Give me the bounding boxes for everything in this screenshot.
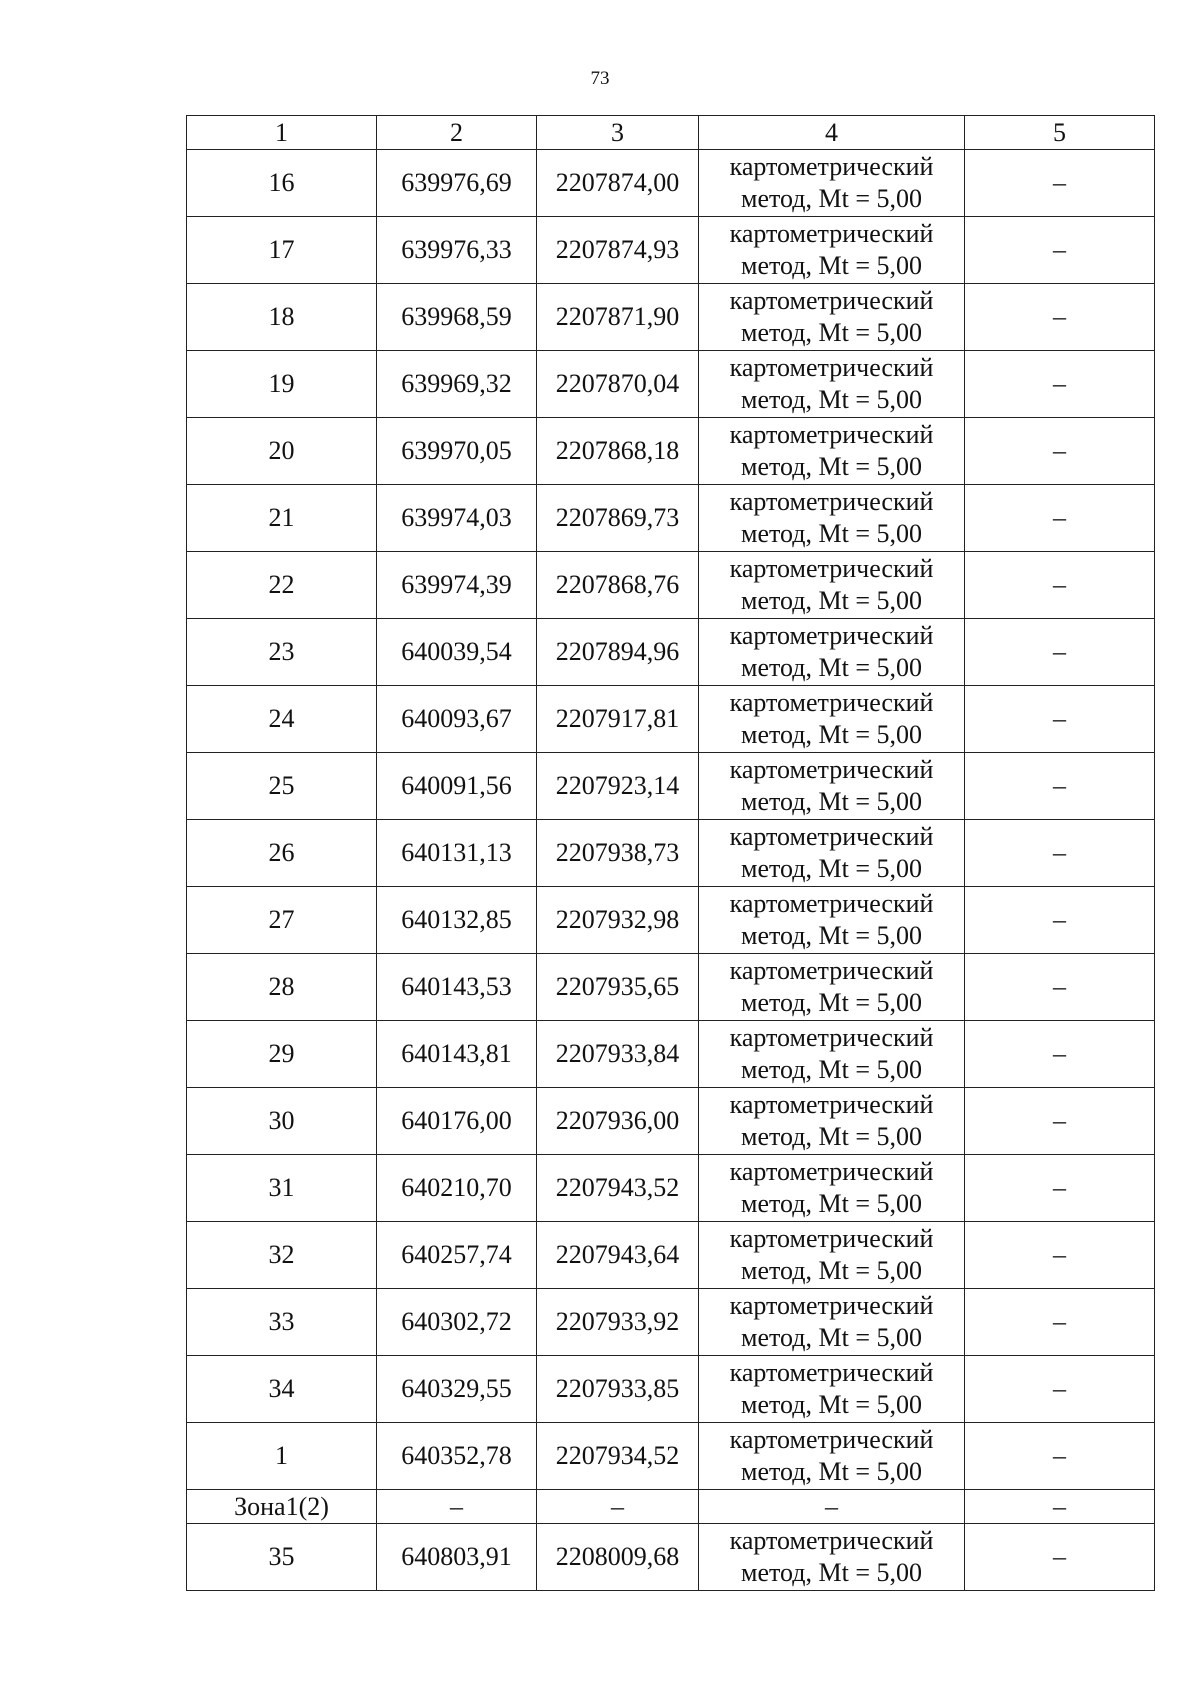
accuracy-text: метод, Mt = 5,00 bbox=[741, 720, 922, 749]
point-number-cell: 35 bbox=[187, 1524, 377, 1591]
note-cell: – bbox=[965, 1289, 1155, 1356]
y-coordinate-cell: 2207874,93 bbox=[537, 217, 699, 284]
y-coordinate-cell: 2207936,00 bbox=[537, 1088, 699, 1155]
table-row bbox=[187, 150, 1155, 217]
y-coordinate-cell: 2207934,52 bbox=[537, 1423, 699, 1490]
method-text: картометрический bbox=[729, 353, 934, 382]
note-cell: – bbox=[965, 150, 1155, 217]
accuracy-text: метод, Mt = 5,00 bbox=[741, 318, 922, 347]
x-coordinate-cell: 640176,00 bbox=[377, 1088, 537, 1155]
table-row bbox=[187, 418, 1155, 485]
zone-label: Зона1(2) bbox=[187, 1490, 377, 1524]
table-header bbox=[187, 116, 1155, 150]
table-row bbox=[187, 485, 1155, 552]
table-row bbox=[187, 820, 1155, 887]
note-cell: – bbox=[965, 887, 1155, 954]
method-text: картометрический bbox=[729, 688, 934, 717]
note-cell: – bbox=[965, 1356, 1155, 1423]
table-row bbox=[187, 1524, 1155, 1591]
method-text: картометрический bbox=[729, 956, 934, 985]
x-coordinate-cell: 639976,69 bbox=[377, 150, 537, 217]
y-coordinate-cell: 2207868,76 bbox=[537, 552, 699, 619]
zone-row bbox=[187, 1490, 1155, 1524]
method-text: картометрический bbox=[729, 152, 934, 181]
y-coordinate-cell: 2207933,92 bbox=[537, 1289, 699, 1356]
accuracy-text: метод, Mt = 5,00 bbox=[741, 1390, 922, 1419]
method-cell bbox=[699, 418, 965, 485]
note-cell: – bbox=[965, 485, 1155, 552]
accuracy-text: метод, Mt = 5,00 bbox=[741, 1055, 922, 1084]
header-row bbox=[187, 116, 1155, 150]
method-text: картометрический bbox=[729, 554, 934, 583]
point-number-cell: 24 bbox=[187, 686, 377, 753]
note-cell: – bbox=[965, 686, 1155, 753]
y-coordinate-cell: 2207923,14 bbox=[537, 753, 699, 820]
page-number: 73 bbox=[590, 68, 610, 89]
note-cell: – bbox=[965, 1088, 1155, 1155]
method-text: картометрический bbox=[729, 420, 934, 449]
note-cell: – bbox=[965, 217, 1155, 284]
x-coordinate-cell: 640803,91 bbox=[377, 1524, 537, 1591]
table-row bbox=[187, 1088, 1155, 1155]
point-number-cell: 33 bbox=[187, 1289, 377, 1356]
zone-cell-4: – bbox=[699, 1490, 965, 1524]
y-coordinate-cell: 2207938,73 bbox=[537, 820, 699, 887]
x-coordinate-cell: 640132,85 bbox=[377, 887, 537, 954]
method-cell bbox=[699, 1423, 965, 1490]
table-body bbox=[187, 150, 1155, 1591]
zone-cell-3: – bbox=[537, 1490, 699, 1524]
note-cell: – bbox=[965, 820, 1155, 887]
accuracy-text: метод, Mt = 5,00 bbox=[741, 1558, 922, 1587]
accuracy-text: метод, Mt = 5,00 bbox=[741, 1323, 922, 1352]
y-coordinate-cell: 2207943,52 bbox=[537, 1155, 699, 1222]
method-text: картометрический bbox=[729, 755, 934, 784]
point-number-cell: 28 bbox=[187, 954, 377, 1021]
x-coordinate-cell: 639970,05 bbox=[377, 418, 537, 485]
method-text: картометрический bbox=[729, 487, 934, 516]
method-cell bbox=[699, 284, 965, 351]
note-cell: – bbox=[965, 954, 1155, 1021]
method-cell bbox=[699, 820, 965, 887]
method-cell bbox=[699, 753, 965, 820]
method-text: картометрический bbox=[729, 889, 934, 918]
accuracy-text: метод, Mt = 5,00 bbox=[741, 452, 922, 481]
x-coordinate-cell: 640329,55 bbox=[377, 1356, 537, 1423]
x-coordinate-cell: 640352,78 bbox=[377, 1423, 537, 1490]
note-cell: – bbox=[965, 1155, 1155, 1222]
method-cell bbox=[699, 552, 965, 619]
note-cell: – bbox=[965, 1524, 1155, 1591]
method-text: картометрический bbox=[729, 1224, 934, 1253]
table-row bbox=[187, 284, 1155, 351]
method-cell bbox=[699, 1356, 965, 1423]
accuracy-text: метод, Mt = 5,00 bbox=[741, 385, 922, 414]
table-row bbox=[187, 1423, 1155, 1490]
x-coordinate-cell: 640039,54 bbox=[377, 619, 537, 686]
y-coordinate-cell: 2207943,64 bbox=[537, 1222, 699, 1289]
x-coordinate-cell: 640143,81 bbox=[377, 1021, 537, 1088]
x-coordinate-cell: 640302,72 bbox=[377, 1289, 537, 1356]
point-number-cell: 20 bbox=[187, 418, 377, 485]
method-text: картометрический bbox=[729, 1358, 934, 1387]
point-number-cell: 26 bbox=[187, 820, 377, 887]
note-cell: – bbox=[965, 1423, 1155, 1490]
x-coordinate-cell: 640210,70 bbox=[377, 1155, 537, 1222]
table-row bbox=[187, 887, 1155, 954]
method-text: картометрический bbox=[729, 1023, 934, 1052]
accuracy-text: метод, Mt = 5,00 bbox=[741, 787, 922, 816]
y-coordinate-cell: 2207870,04 bbox=[537, 351, 699, 418]
point-number-cell: 25 bbox=[187, 753, 377, 820]
y-coordinate-cell: 2207917,81 bbox=[537, 686, 699, 753]
accuracy-text: метод, Mt = 5,00 bbox=[741, 1189, 922, 1218]
accuracy-text: метод, Mt = 5,00 bbox=[741, 1122, 922, 1151]
y-coordinate-cell: 2207935,65 bbox=[537, 954, 699, 1021]
method-cell bbox=[699, 1289, 965, 1356]
x-coordinate-cell: 640093,67 bbox=[377, 686, 537, 753]
table-row bbox=[187, 954, 1155, 1021]
x-coordinate-cell: 640143,53 bbox=[377, 954, 537, 1021]
method-cell bbox=[699, 887, 965, 954]
table-row bbox=[187, 1021, 1155, 1088]
point-number-cell: 16 bbox=[187, 150, 377, 217]
method-text: картометрический bbox=[729, 1157, 934, 1186]
y-coordinate-cell: 2207933,84 bbox=[537, 1021, 699, 1088]
y-coordinate-cell: 2207933,85 bbox=[537, 1356, 699, 1423]
header-cell-1: 1 bbox=[187, 116, 377, 150]
y-coordinate-cell: 2208009,68 bbox=[537, 1524, 699, 1591]
note-cell: – bbox=[965, 1222, 1155, 1289]
zone-cell-5: – bbox=[965, 1490, 1155, 1524]
method-text: картометрический bbox=[729, 1526, 934, 1555]
table-row bbox=[187, 217, 1155, 284]
table-row bbox=[187, 1155, 1155, 1222]
y-coordinate-cell: 2207869,73 bbox=[537, 485, 699, 552]
table-row bbox=[187, 552, 1155, 619]
accuracy-text: метод, Mt = 5,00 bbox=[741, 519, 922, 548]
point-number-cell: 23 bbox=[187, 619, 377, 686]
method-text: картометрический bbox=[729, 219, 934, 248]
point-number-cell: 34 bbox=[187, 1356, 377, 1423]
y-coordinate-cell: 2207871,90 bbox=[537, 284, 699, 351]
accuracy-text: метод, Mt = 5,00 bbox=[741, 1256, 922, 1285]
accuracy-text: метод, Mt = 5,00 bbox=[741, 1457, 922, 1486]
point-number-cell: 19 bbox=[187, 351, 377, 418]
note-cell: – bbox=[965, 552, 1155, 619]
method-cell bbox=[699, 619, 965, 686]
table-row bbox=[187, 619, 1155, 686]
method-cell bbox=[699, 217, 965, 284]
header-cell-2: 2 bbox=[377, 116, 537, 150]
accuracy-text: метод, Mt = 5,00 bbox=[741, 854, 922, 883]
note-cell: – bbox=[965, 418, 1155, 485]
table-row bbox=[187, 1356, 1155, 1423]
table-row bbox=[187, 1222, 1155, 1289]
header-cell-5: 5 bbox=[965, 116, 1155, 150]
method-cell bbox=[699, 1088, 965, 1155]
note-cell: – bbox=[965, 351, 1155, 418]
x-coordinate-cell: 639974,39 bbox=[377, 552, 537, 619]
x-coordinate-cell: 640257,74 bbox=[377, 1222, 537, 1289]
method-cell bbox=[699, 485, 965, 552]
x-coordinate-cell: 639974,03 bbox=[377, 485, 537, 552]
method-cell bbox=[699, 150, 965, 217]
table-row bbox=[187, 686, 1155, 753]
note-cell: – bbox=[965, 284, 1155, 351]
method-cell bbox=[699, 1021, 965, 1088]
point-number-cell: 27 bbox=[187, 887, 377, 954]
method-text: картометрический bbox=[729, 1291, 934, 1320]
method-cell bbox=[699, 351, 965, 418]
point-number-cell: 21 bbox=[187, 485, 377, 552]
point-number-cell: 31 bbox=[187, 1155, 377, 1222]
point-number-cell: 32 bbox=[187, 1222, 377, 1289]
point-number-cell: 17 bbox=[187, 217, 377, 284]
y-coordinate-cell: 2207868,18 bbox=[537, 418, 699, 485]
point-number-cell: 1 bbox=[187, 1423, 377, 1490]
method-text: картометрический bbox=[729, 621, 934, 650]
zone-cell-2: – bbox=[377, 1490, 537, 1524]
method-text: картометрический bbox=[729, 1090, 934, 1119]
method-text: картометрический bbox=[729, 286, 934, 315]
note-cell: – bbox=[965, 753, 1155, 820]
accuracy-text: метод, Mt = 5,00 bbox=[741, 184, 922, 213]
y-coordinate-cell: 2207874,00 bbox=[537, 150, 699, 217]
accuracy-text: метод, Mt = 5,00 bbox=[741, 988, 922, 1017]
accuracy-text: метод, Mt = 5,00 bbox=[741, 586, 922, 615]
method-cell bbox=[699, 1524, 965, 1591]
x-coordinate-cell: 639969,32 bbox=[377, 351, 537, 418]
point-number-cell: 30 bbox=[187, 1088, 377, 1155]
method-text: картометрический bbox=[729, 1425, 934, 1454]
accuracy-text: метод, Mt = 5,00 bbox=[741, 921, 922, 950]
x-coordinate-cell: 640131,13 bbox=[377, 820, 537, 887]
coordinates-table bbox=[186, 115, 1155, 1591]
table-row bbox=[187, 1289, 1155, 1356]
point-number-cell: 29 bbox=[187, 1021, 377, 1088]
point-number-cell: 18 bbox=[187, 284, 377, 351]
method-text: картометрический bbox=[729, 822, 934, 851]
note-cell: – bbox=[965, 1021, 1155, 1088]
accuracy-text: метод, Mt = 5,00 bbox=[741, 251, 922, 280]
header-cell-4: 4 bbox=[699, 116, 965, 150]
x-coordinate-cell: 639968,59 bbox=[377, 284, 537, 351]
x-coordinate-cell: 639976,33 bbox=[377, 217, 537, 284]
method-cell bbox=[699, 686, 965, 753]
accuracy-text: метод, Mt = 5,00 bbox=[741, 653, 922, 682]
table-row bbox=[187, 351, 1155, 418]
method-cell bbox=[699, 954, 965, 1021]
point-number-cell: 22 bbox=[187, 552, 377, 619]
method-cell bbox=[699, 1155, 965, 1222]
note-cell: – bbox=[965, 619, 1155, 686]
table-row bbox=[187, 753, 1155, 820]
y-coordinate-cell: 2207894,96 bbox=[537, 619, 699, 686]
y-coordinate-cell: 2207932,98 bbox=[537, 887, 699, 954]
x-coordinate-cell: 640091,56 bbox=[377, 753, 537, 820]
method-cell bbox=[699, 1222, 965, 1289]
header-cell-3: 3 bbox=[537, 116, 699, 150]
